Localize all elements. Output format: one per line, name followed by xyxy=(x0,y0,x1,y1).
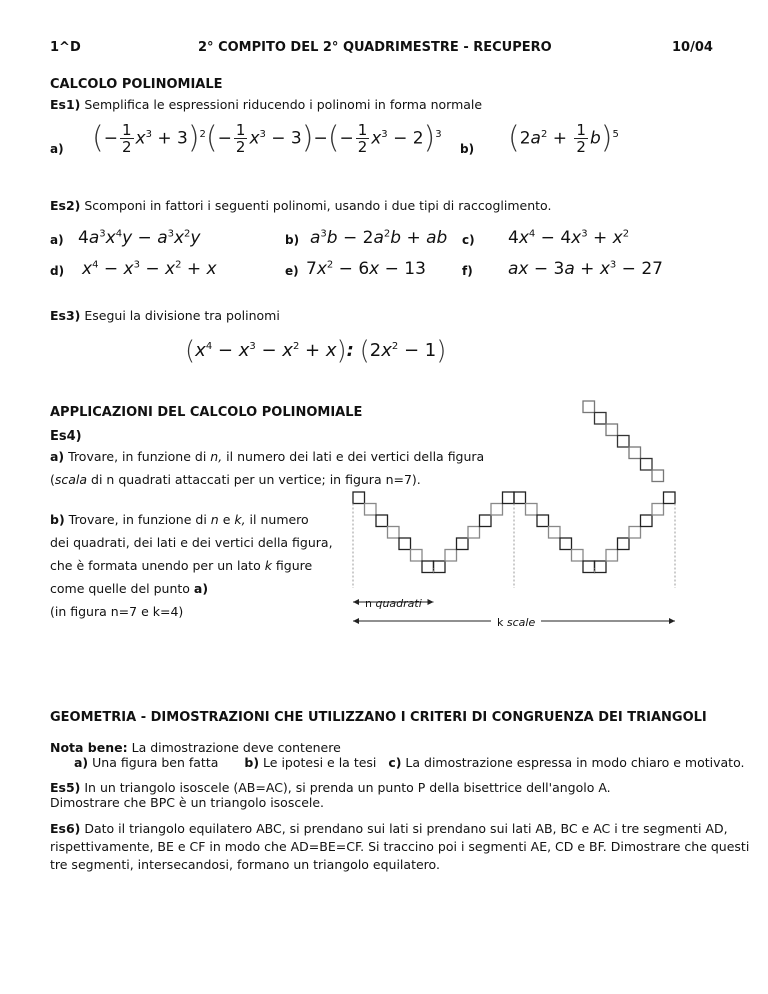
es4-b-line1 xyxy=(50,508,333,531)
es2-f-label: f) xyxy=(462,264,473,278)
es5-label: Es5) xyxy=(50,780,81,795)
es4-a-text: Trovare, in funzione di xyxy=(68,449,211,464)
nota-label: Nota bene: xyxy=(50,740,128,755)
es4-a-line2-text: di n quadrati attaccati per un vertice; in figura n=7). xyxy=(87,472,421,487)
es4-b-n: n xyxy=(210,512,219,527)
square xyxy=(606,550,618,562)
section-title-applicazioni: APPLICAZIONI DEL CALCOLO POLINOMIALE xyxy=(50,405,363,420)
square xyxy=(399,538,411,550)
t: La dimostrazione deve contenere xyxy=(127,740,341,755)
es4-a-n: n, xyxy=(210,449,223,464)
square xyxy=(606,424,618,436)
square xyxy=(365,504,377,516)
square xyxy=(549,527,561,539)
es2-e-label: e) xyxy=(285,264,299,278)
t: come quelle del punto xyxy=(50,581,194,596)
es4-b-line2: dei quadrati, dei lati e dei vertici della figura, xyxy=(50,535,333,550)
es3-label: Es3) xyxy=(50,308,81,323)
es4-a-line1 xyxy=(50,447,484,466)
es2-prompt xyxy=(50,196,551,215)
es6-line2: rispettivamente, BE e CF in modo che AD=BE=CF. Si traccino poi i segmenti AE, CD e BF. Dimostrare che questi xyxy=(50,839,750,854)
t: Dato il triangolo equilatero ABC, si prendano sui lati si prendano sui lati AB, BC e AC i tre segmenti AD, xyxy=(80,821,728,836)
section-title-geometria: GEOMETRIA - DIMOSTRAZIONI CHE UTILIZZANO I CRITERI DI CONGRUENZA DEI TRIANGOLI xyxy=(50,710,707,725)
square xyxy=(595,413,607,425)
es2-c-label: c) xyxy=(462,233,475,247)
es2-d-expression: $x^4 - x^3 - x^2 + x$ xyxy=(82,259,217,279)
es2-text: Scomponi in fattori i seguenti polinomi, usando i due tipi di raccoglimento. xyxy=(84,198,552,213)
t: b) xyxy=(244,755,260,770)
es2-b-label: b) xyxy=(285,233,300,247)
es5 xyxy=(50,780,611,810)
square xyxy=(445,550,457,562)
es6-label: Es6) xyxy=(50,821,81,836)
t: il numero xyxy=(245,512,309,527)
es5-line1 xyxy=(50,780,611,795)
t: n xyxy=(365,597,376,610)
nota-bene xyxy=(50,740,744,770)
square xyxy=(641,459,653,471)
es4-b-k: k, xyxy=(234,512,246,527)
square xyxy=(537,515,549,527)
es3-text: Esegui la divisione tra polinomi xyxy=(84,308,280,323)
square xyxy=(434,561,446,573)
square xyxy=(457,538,469,550)
square xyxy=(388,527,400,539)
es4-b-line4 xyxy=(50,577,333,600)
square xyxy=(376,515,388,527)
es2-d-label: d) xyxy=(50,264,65,278)
nota-line2 xyxy=(50,755,744,770)
t: Le ipotesi e la tesi xyxy=(259,755,377,770)
square xyxy=(526,504,538,516)
es6-line3: tre segmenti, intersecandosi, formano un triangolo equilatero. xyxy=(50,857,440,872)
square xyxy=(629,447,641,459)
es3-prompt xyxy=(50,306,280,325)
es2-a-expression: $4a^3x^4y - a^3x^2y$ xyxy=(78,228,201,248)
paren-open: ( xyxy=(50,472,55,487)
t: In un triangolo isoscele (AB=AC), si prenda un punto P della bisettrice dell'angolo A. xyxy=(80,780,611,795)
t: a) xyxy=(193,581,209,596)
t: scale xyxy=(506,616,536,629)
es6-line1 xyxy=(50,820,749,838)
t: che è formata unendo per un lato xyxy=(50,558,265,573)
nota-line1 xyxy=(50,740,744,755)
class-label: 1^D xyxy=(50,40,81,55)
square xyxy=(583,561,595,573)
es4-b-text xyxy=(50,508,333,623)
t: k xyxy=(497,616,507,629)
square xyxy=(641,515,653,527)
square xyxy=(503,492,515,504)
es4-a-scala: scala xyxy=(54,472,88,487)
t: quadrati xyxy=(375,597,422,610)
square xyxy=(595,561,607,573)
arrow-head xyxy=(353,599,359,605)
es4-a-text2: il numero dei lati e dei vertici della figura xyxy=(222,449,485,464)
es4-a-label: a) xyxy=(50,449,65,464)
section-title-calcolo: CALCOLO POLINOMIALE xyxy=(50,77,223,92)
arrow-head xyxy=(353,618,359,624)
arrow-head xyxy=(669,618,675,624)
square xyxy=(618,538,630,550)
square xyxy=(652,470,664,482)
square xyxy=(618,436,630,448)
es6 xyxy=(50,820,749,874)
square xyxy=(664,492,676,504)
square xyxy=(353,492,365,504)
es4-b-label: b) xyxy=(50,512,65,527)
square xyxy=(514,492,526,504)
k-scale-label xyxy=(491,616,541,629)
t: Trovare, in funzione di xyxy=(64,512,211,527)
n-quadrati-label xyxy=(365,597,422,610)
t: Una figura ben fatta xyxy=(88,755,219,770)
es4-b-line3 xyxy=(50,554,333,577)
es1-label: Es1) xyxy=(50,97,81,112)
es4-label: Es4) xyxy=(50,429,82,444)
es1-a-expression: (− $\frac{1}{2}$ $x^3 + 3)^2(-$ $\frac{1}{2}$ $x^3 - 3)-(-$ $\frac{1}{2}$ $x^3 - 2)^3$ xyxy=(92,120,442,156)
t: La dimostrazione espressa in modo chiaro e motivato. xyxy=(401,755,745,770)
square xyxy=(560,538,572,550)
square xyxy=(572,550,584,562)
square xyxy=(422,561,434,573)
square xyxy=(480,515,492,527)
t: figure xyxy=(271,558,313,573)
square xyxy=(652,504,664,516)
es4-b-k2: k xyxy=(264,558,272,573)
es4-b-line5: (in figura n=7 e k=4) xyxy=(50,604,184,619)
square xyxy=(583,401,595,413)
es1-b-expression: ($2a^2$ + $\frac{1}{2}$ b)$^5$ xyxy=(508,120,619,156)
es1-b-label: b) xyxy=(460,142,475,156)
square xyxy=(629,527,641,539)
page-title: 2° COMPITO DEL 2° QUADRIMESTRE - RECUPERO xyxy=(198,40,552,55)
es2-e-expression: $7x^2 - 6x - 13$ xyxy=(306,259,426,279)
es2-label: Es2) xyxy=(50,198,81,213)
staircase-figure-a xyxy=(570,392,680,492)
square xyxy=(468,527,480,539)
t: a) xyxy=(74,755,89,770)
es4-a-line2 xyxy=(50,470,421,489)
square xyxy=(491,504,503,516)
arrow-head xyxy=(428,599,434,605)
es5-line2: Dimostrare che BPC è un triangolo isoscele. xyxy=(50,795,325,810)
es1-prompt xyxy=(50,95,482,114)
date-label: 10/04 xyxy=(672,40,713,55)
es2-a-label: a) xyxy=(50,233,64,247)
es1-text: Semplifica le espressioni riducendo i polinomi in forma normale xyxy=(84,97,483,112)
es2-c-expression: $4x^4 - 4x^3 + x^2$ xyxy=(508,228,630,248)
t: e xyxy=(218,512,235,527)
es1-a-label: a) xyxy=(50,142,64,156)
es2-f-expression: ax − $3a + x^3 - 27$ xyxy=(508,259,663,279)
es2-b-expression: $a^3b - 2a^2b$ + ab xyxy=(310,228,448,248)
square xyxy=(411,550,423,562)
es3-expression: $(x^4 - x^3 - x^2 + x)$: $(2x^2 - 1)$ xyxy=(185,336,447,366)
t: c) xyxy=(388,755,402,770)
